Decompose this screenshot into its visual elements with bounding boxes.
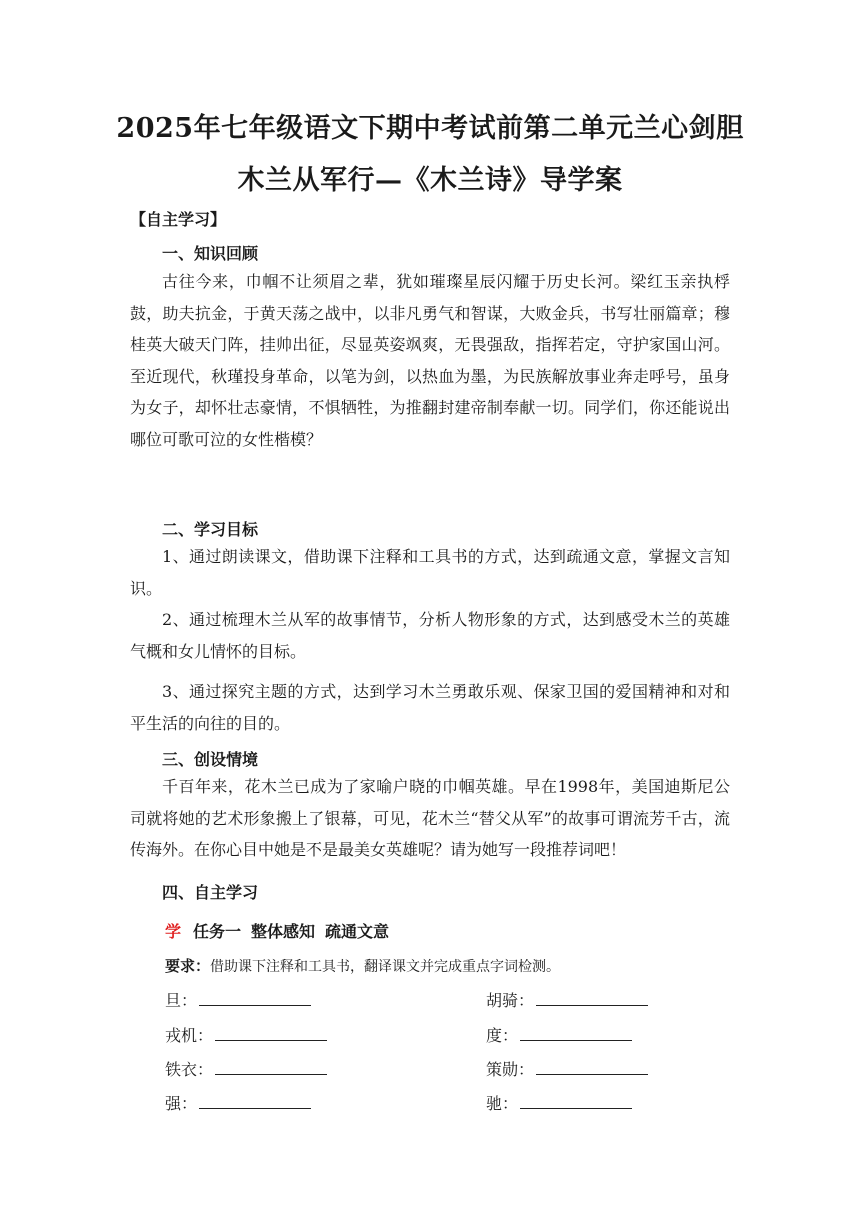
vocab-label: 铁衣： [165,1060,214,1079]
document-subtitle: 木兰从军行—《木兰诗》导学案 [237,165,623,196]
task-name: 任务一 [193,922,242,941]
section-heading-scenario: 三、创设情境 [162,750,259,769]
scenario-paragraph: 千百年来，花木兰已成为了家喻户晓的巾帼英雄。早在1998年，美国迪斯尼公司就将她的艺术形象搬上了银幕，可见，花木兰“替父从军”的故事可谓流芳千古，流传海外。在你心目中她是不是最美女英雄呢？请为她写一段推荐词吧！ [130,777,730,859]
document-title: 2025年七年级语文下期中考试前第二单元兰心剑胆 [116,113,744,144]
task-heading [165,919,389,942]
requirement-line [165,955,560,976]
answer-blank[interactable] [215,1026,327,1041]
vocab-item [486,1091,632,1114]
vocab-item [165,1091,311,1114]
vocab-label: 度： [486,1026,519,1045]
vocab-label: 策勋： [486,1060,535,1079]
vocab-label: 强： [165,1094,198,1113]
goal-item: 2、通过梳理木兰从军的故事情节，分析人物形象的方式，达到感受木兰的英雄气概和女儿情怀的目标。 [130,610,730,661]
section-heading-self-study: 四、自主学习 [162,883,259,902]
answer-blank[interactable] [536,991,648,1006]
section-heading-goals: 二、学习目标 [162,520,259,539]
answer-blank[interactable] [520,1094,632,1109]
answer-blank[interactable] [536,1060,648,1075]
requirement-label: 要求： [165,957,211,975]
answer-blank[interactable] [215,1060,327,1075]
vocab-label: 旦： [165,991,198,1010]
main-section-header: 【自主学习】 [130,210,227,229]
task-mark: 学 [165,922,182,941]
vocab-item [486,1023,632,1046]
vocab-label: 驰： [486,1094,519,1113]
answer-blank[interactable] [199,991,311,1006]
vocab-label: 戎机： [165,1026,214,1045]
vocab-item [486,1057,648,1080]
task-sub2: 疏通文意 [325,922,390,941]
requirement-text: 借助课下注释和工具书，翻译课文并完成重点字词检测。 [210,959,561,975]
section-heading-review: 一、知识回顾 [162,244,259,263]
goal-item: 1、通过朗读课文，借助课下注释和工具书的方式，达到疏通文意，掌握文言知识。 [130,547,730,598]
answer-blank[interactable] [199,1094,311,1109]
review-paragraph: 古往今来，巾帼不让须眉之辈，犹如璀璨星辰闪耀于历史长河。梁红玉亲执桴鼓，助夫抗金，于黄天荡之战中，以非凡勇气和智谋，大败金兵，书写壮丽篇章；穆桂英大破天门阵，挂帅出征，尽显英姿飒爽，无畏强敌，指挥若定，守护家国山河。至近现代，秋瑾投身革命，以笔为剑，以热血为墨，为民族解放事业奔走呼号，虽身为女子，却怀壮志豪情，不惧牺牲，为推翻封建帝制奉献一切。同学们，你还能说出哪位可歌可泣的女性楷模？ [130,272,730,449]
goal-item: 3、通过探究主题的方式，达到学习木兰勇敢乐观、保家卫国的爱国精神和对和平生活的向往的目的。 [130,682,730,733]
answer-blank[interactable] [520,1026,632,1041]
vocab-label: 胡骑： [486,991,535,1010]
vocab-item [165,988,311,1011]
vocab-item [165,1023,327,1046]
task-sub1: 整体感知 [251,922,316,941]
vocab-item [486,988,648,1011]
vocab-item [165,1057,327,1080]
